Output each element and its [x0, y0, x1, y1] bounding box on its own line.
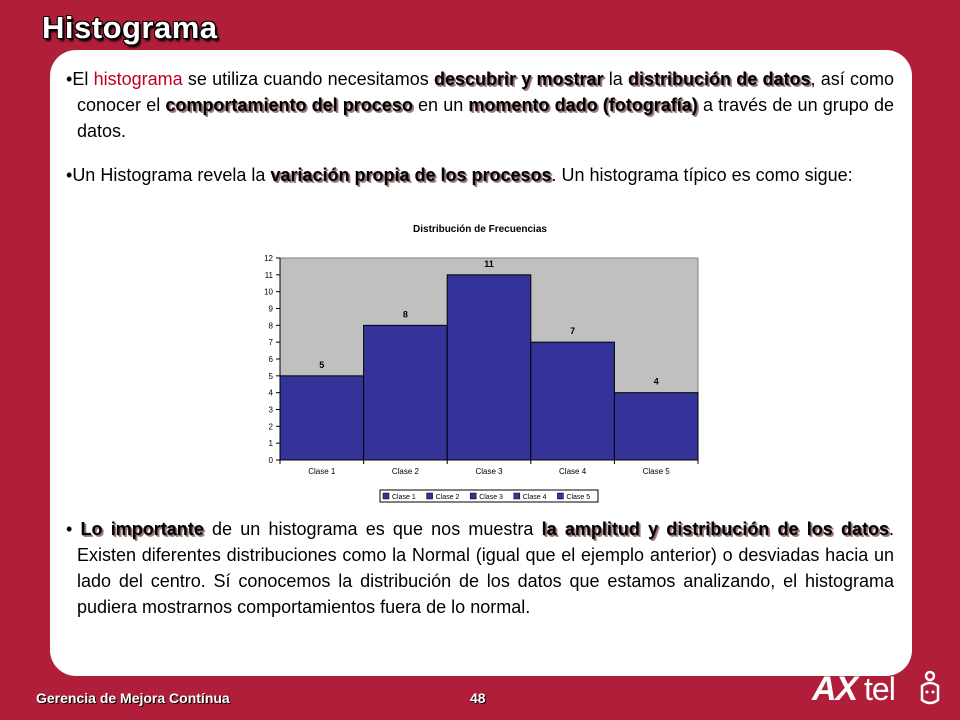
emphasis-distribucion: distribución de datos — [628, 69, 811, 89]
y-tick-label: 7 — [268, 338, 273, 348]
data-label: 7 — [570, 326, 576, 337]
text-segment: de un histograma es que nos muestra — [203, 519, 542, 539]
svg-text:AX: AX — [812, 670, 858, 708]
footer-department: Gerencia de Mejora Contínua — [36, 690, 230, 706]
y-tick-label: 9 — [268, 304, 273, 314]
bar — [614, 393, 698, 460]
text-segment: en un — [412, 95, 469, 115]
axtel-logo — [808, 664, 948, 714]
paragraph-histogram-variation — [66, 162, 894, 188]
legend-swatch — [514, 493, 520, 499]
paragraph-histogram-importance — [66, 516, 894, 620]
bullet: • — [66, 69, 73, 89]
page-number: 48 — [470, 690, 486, 706]
y-tick-label: 10 — [264, 287, 273, 297]
emphasis-momento: momento dado (fotografía) — [468, 95, 698, 115]
y-tick-label: 12 — [264, 254, 273, 263]
x-tick-label: Clase 4 — [559, 467, 587, 476]
paragraph-histogram-use — [66, 66, 894, 144]
bar — [447, 275, 531, 460]
x-tick-label: Clase 5 — [642, 467, 670, 476]
text-segment: El — [72, 69, 94, 89]
text-segment: se utiliza cuando necesitamos — [182, 69, 434, 89]
data-label: 8 — [402, 309, 408, 320]
y-tick-label: 2 — [268, 422, 273, 432]
y-tick-label: 8 — [268, 321, 273, 331]
y-tick-label: 0 — [268, 456, 273, 465]
text-segment: la — [603, 69, 628, 89]
legend-label: Clase 1 — [392, 494, 416, 501]
bar — [364, 325, 448, 460]
bar — [280, 376, 364, 460]
axtel-logo-icon — [808, 664, 948, 714]
data-label: 4 — [653, 376, 659, 387]
legend-swatch — [383, 493, 389, 499]
legend-swatch — [470, 493, 476, 499]
x-tick-label: Clase 3 — [475, 467, 503, 476]
chart-title: Distribución de Frecuencias — [413, 224, 547, 235]
legend-swatch — [557, 493, 563, 499]
slide-title: Histograma — [42, 10, 218, 45]
legend-swatch — [427, 493, 433, 499]
emphasis-lo-importante: Lo importante — [80, 519, 204, 539]
emphasis-variacion: variación propia de los procesos — [270, 165, 552, 185]
y-tick-label: 3 — [268, 405, 273, 415]
emphasis-descubrir: descubrir y mostrar — [433, 69, 604, 89]
text-segment: . Existen diferentes distribuciones como la Normal (igual que el ejemplo anterior) o desviadas hacia un lado del centro. Sí conocemos la distribución de los datos que estamos analizando, el histograma pudiera mostrarnos comportamientos fuera de lo normal. — [77, 519, 894, 617]
bullet: • — [66, 519, 73, 539]
y-tick-label: 1 — [268, 439, 273, 449]
highlight-histograma: histograma — [93, 69, 183, 89]
y-tick-label: 4 — [268, 388, 273, 398]
svg-text:tel: tel — [864, 671, 895, 707]
text-segment: a través de un grupo de datos. — [77, 95, 895, 141]
emphasis-comportamiento: comportamiento del proceso — [165, 95, 413, 115]
bar — [531, 342, 615, 460]
y-tick-label: 5 — [268, 371, 273, 381]
text-segment: . Un histograma típico es como sigue: — [551, 165, 853, 185]
data-label: 5 — [319, 359, 325, 370]
bullet: • — [66, 165, 73, 185]
legend-label: Clase 5 — [566, 494, 591, 501]
x-tick-label: Clase 1 — [308, 467, 336, 476]
text-segment: Un Histograma revela la — [72, 165, 271, 185]
y-tick-label: 6 — [268, 355, 273, 364]
legend-label: Clase 4 — [522, 494, 547, 501]
x-tick-label: Clase 2 — [391, 467, 419, 476]
y-tick-label: 11 — [264, 270, 273, 280]
histogram-chart — [230, 218, 730, 508]
emphasis-amplitud: la amplitud y distribución de los datos — [541, 519, 889, 539]
data-label: 11 — [484, 258, 494, 269]
text-segment: , así como conocer el — [77, 69, 895, 115]
legend-label: Clase 3 — [479, 494, 503, 501]
legend-label: Clase 2 — [435, 494, 460, 501]
chart-svg — [230, 218, 730, 508]
